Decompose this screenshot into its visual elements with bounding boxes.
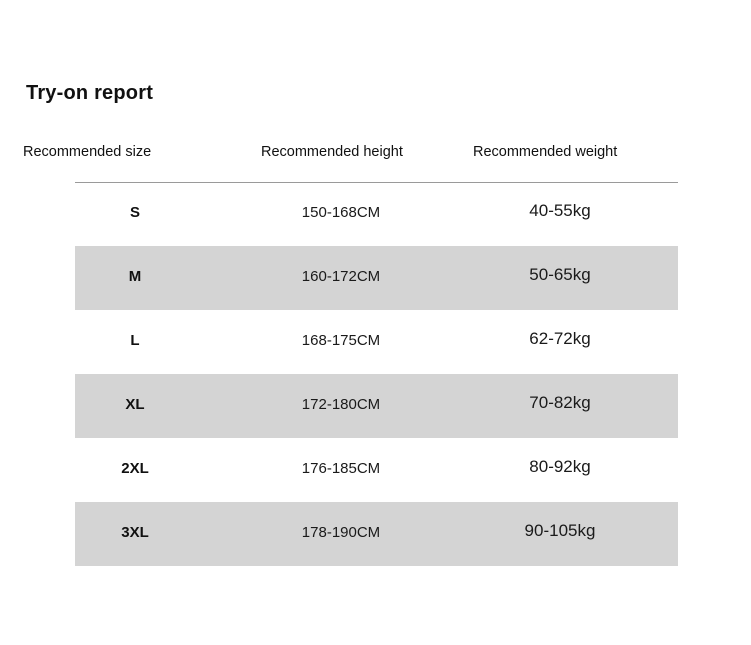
table-row <box>75 182 678 246</box>
column-header-size: Recommended size <box>23 144 152 160</box>
column-header-height: Recommended height <box>261 144 403 160</box>
cell-size: XL <box>125 396 145 413</box>
cell-height: 150-168CM <box>301 204 381 221</box>
cell-size: 3XL <box>121 524 149 541</box>
cell-weight: 50-65kg <box>529 265 591 284</box>
cell-height: 178-190CM <box>301 524 381 541</box>
table-row <box>75 310 678 374</box>
cell-height: 176-185CM <box>301 460 381 477</box>
cell-weight: 62-72kg <box>529 329 591 348</box>
cell-weight: 70-82kg <box>529 393 591 412</box>
table-row <box>75 438 678 502</box>
cell-weight: 90-105kg <box>524 521 596 540</box>
cell-size: L <box>130 332 140 349</box>
column-header-weight: Recommended weight <box>473 144 618 160</box>
cell-weight: 40-55kg <box>529 201 591 220</box>
cell-height: 172-180CM <box>301 396 381 413</box>
table-row <box>75 502 678 566</box>
table-row <box>75 246 678 310</box>
cell-size: S <box>129 204 140 221</box>
cell-weight: 80-92kg <box>529 457 591 476</box>
table-header-row <box>0 144 751 170</box>
size-table <box>75 182 678 566</box>
page-title: Try-on report <box>26 82 154 104</box>
cell-height: 168-175CM <box>301 332 381 349</box>
cell-height: 160-172CM <box>301 268 381 285</box>
cell-size: 2XL <box>121 460 149 477</box>
cell-size: M <box>128 268 142 285</box>
table-row <box>75 374 678 438</box>
